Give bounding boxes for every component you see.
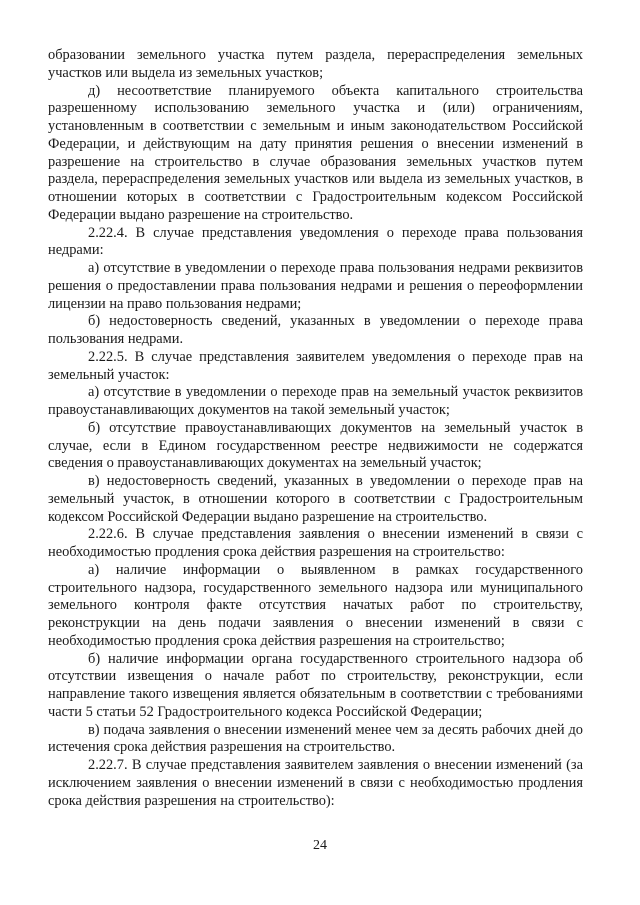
paragraph-2-22-6-b: б) наличие информации органа государственного строительного надзора об отсутствии извещения о начале работ по строительству, реконструкции, если направление такого извещения является обязательным в соответствии с требованиями части 5 статьи 52 Градостроительного кодекса Российской Федерации; — [48, 650, 583, 720]
paragraph-2-22-5-a: а) отсутствие в уведомлении о переходе прав на земельный участок реквизитов правоустанавливающих документов на такой земельный участок; — [48, 384, 583, 418]
paragraph-2-22-7: 2.22.7. В случае представления заявителем заявления о внесении изменений (за исключением заявления о внесении изменений в связи с необходимостью продления срока действия разрешения на строительство): — [48, 757, 583, 809]
paragraph-item-d: д) несоответствие планируемого объекта капитального строительства разрешенному использованию земельного участка и (или) ограничениям, установленным в соответствии с земельным и иным законодательством Российской Федерации, и действующим на дату принятия решения о внесении изменений в разрешение на строительство в случае образования земельных участков путем раздела, перераспределения земельных участков или выдела из земельных участков, в отношении которых в соответствии с Градостроительным кодексом Российской Федерации выдано разрешение на строительство. — [48, 82, 583, 223]
body-text — [48, 47, 583, 810]
page-number: 24 — [313, 838, 327, 853]
paragraph-continuation: образовании земельного участка путем раздела, перераспределения земельных участков или выдела из земельных участков; — [48, 47, 583, 81]
paragraph-2-22-5-b: б) отсутствие правоустанавливающих документов на земельный участок в случае, если в Едином государственном реестре недвижимости не содержатся сведения о правоустанавливающих документах на земельный участок; — [48, 419, 583, 472]
paragraph-2-22-6: 2.22.6. В случае представления заявления о внесении изменений в связи с необходимостью продления срока действия разрешения на строительство: — [48, 526, 583, 560]
paragraph-2-22-4: 2.22.4. В случае представления уведомления о переходе права пользования недрами: — [48, 224, 583, 259]
paragraph-2-22-5: 2.22.5. В случае представления заявителем уведомления о переходе прав на земельный участок: — [48, 348, 583, 383]
paragraph-2-22-6-v: в) подача заявления о внесении изменений менее чем за десять рабочих дней до истечения срока действия разрешения на строительство. — [48, 721, 583, 756]
paragraph-2-22-5-v: в) недостоверность сведений, указанных в уведомлении о переходе прав на земельный участок, в отношении которого в соответствии с Градостроительным кодексом Российской Федерации выдано разрешение на строительство. — [48, 473, 583, 525]
paragraph-2-22-4-a: а) отсутствие в уведомлении о переходе права пользования недрами реквизитов решения о предоставлении права пользования недрами и решения о переоформлении лицензии на право пользования недрами; — [48, 260, 583, 312]
paragraph-2-22-6-a: а) наличие информации о выявленном в рамках государственного строительного надзора, государственного земельного надзора или муниципального земельного контроля факте отсутствия начатых работ по строительству, реконструкции на день подачи заявления о внесении изменений в связи с необходимостью продления срока действия разрешения на строительство; — [48, 561, 583, 649]
paragraph-2-22-4-b: б) недостоверность сведений, указанных в уведомлении о переходе права пользования недрами. — [48, 313, 583, 347]
